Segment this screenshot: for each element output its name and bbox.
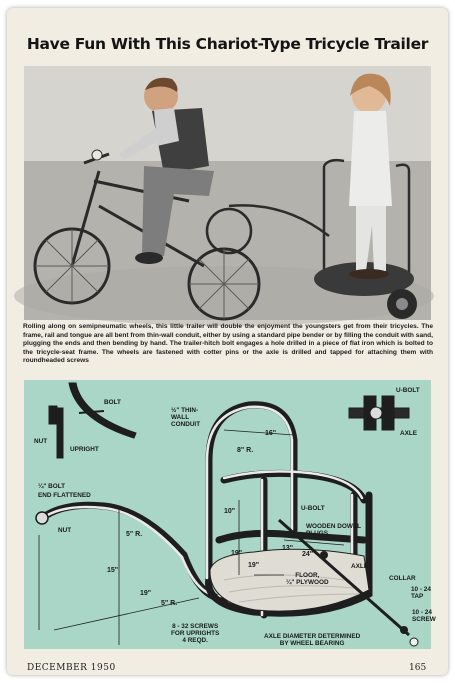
label-axle-top: AXLE: [400, 430, 418, 437]
label-conduit: ½" THIN- WALL CONDUIT: [171, 407, 201, 429]
dim-19-a: 19": [231, 550, 243, 557]
label-tap: 10 - 24 TAP: [411, 586, 431, 601]
dim-19-c: 19": [140, 590, 152, 597]
label-screws-for-uprights: 8 - 32 SCREWS FOR UPRIGHTS 4 REQD.: [171, 623, 220, 645]
dim-8r: 8" R.: [237, 447, 254, 454]
label-quarter-bolt: ¼" BOLT: [38, 483, 66, 490]
construction-diagram: [24, 380, 436, 649]
photo-caption: Rolling along on semipneumatic wheels, this little trailer will double the enjoyment the youngsters get from their tricycles. The frame, rail and tongue are all bent from thin-wall conduit, either by using a standard pipe bender or by filling the conduit with sand, plugging the ends and then bending by hand. The trailer-hitch bolt engages a hole drilled in a piece of flat iron which is bolted to the tricycle-seat frame. The wheels are fastened with cotter pins or the axle is drilled and tapped for attaching them with roundheaded screws: [23, 323, 433, 365]
page-number: 165: [409, 663, 427, 673]
label-end-flattened: END FLATTENED: [38, 492, 91, 499]
dim-16: 16": [265, 430, 277, 437]
dim-10: 10": [224, 508, 236, 515]
dim-24: 24": [302, 551, 314, 558]
photo-illustration: [24, 66, 431, 320]
dim-19-b: 19": [248, 562, 260, 569]
label-nut-top: NUT: [34, 438, 48, 445]
label-floor-plywood: FLOOR, ¼" PLYWOOD: [286, 572, 329, 587]
dim-13: 13": [282, 545, 294, 552]
label-upright: UPRIGHT: [70, 446, 99, 453]
footer-date: DECEMBER 1950: [27, 663, 116, 673]
article-title: Have Fun With This Chariot-Type Tricycle Trailer: [26, 35, 429, 53]
dim-15: 15": [107, 567, 119, 574]
label-collar: COLLAR: [389, 575, 416, 582]
magazine-page: [7, 8, 448, 675]
label-u-bolt-mid: U-BOLT: [301, 505, 325, 512]
label-axle-mid: AXLE: [351, 563, 369, 570]
label-nut-left: NUT: [58, 527, 72, 534]
photo-children-tricycle-trailer: [24, 66, 431, 320]
label-u-bolt-top: U-BOLT: [396, 387, 420, 394]
label-screw: 10 - 24 SCREW: [412, 609, 436, 624]
label-bolt: BOLT: [104, 399, 121, 406]
label-wooden-dowel-plugs: WOODEN DOWEL PLUGS: [306, 523, 362, 538]
dim-5r-b: 5" R.: [161, 600, 178, 607]
dim-5r-a: 5" R.: [126, 531, 143, 538]
label-axle-diameter: AXLE DIAMETER DETERMINED BY WHEEL BEARING: [264, 633, 361, 648]
